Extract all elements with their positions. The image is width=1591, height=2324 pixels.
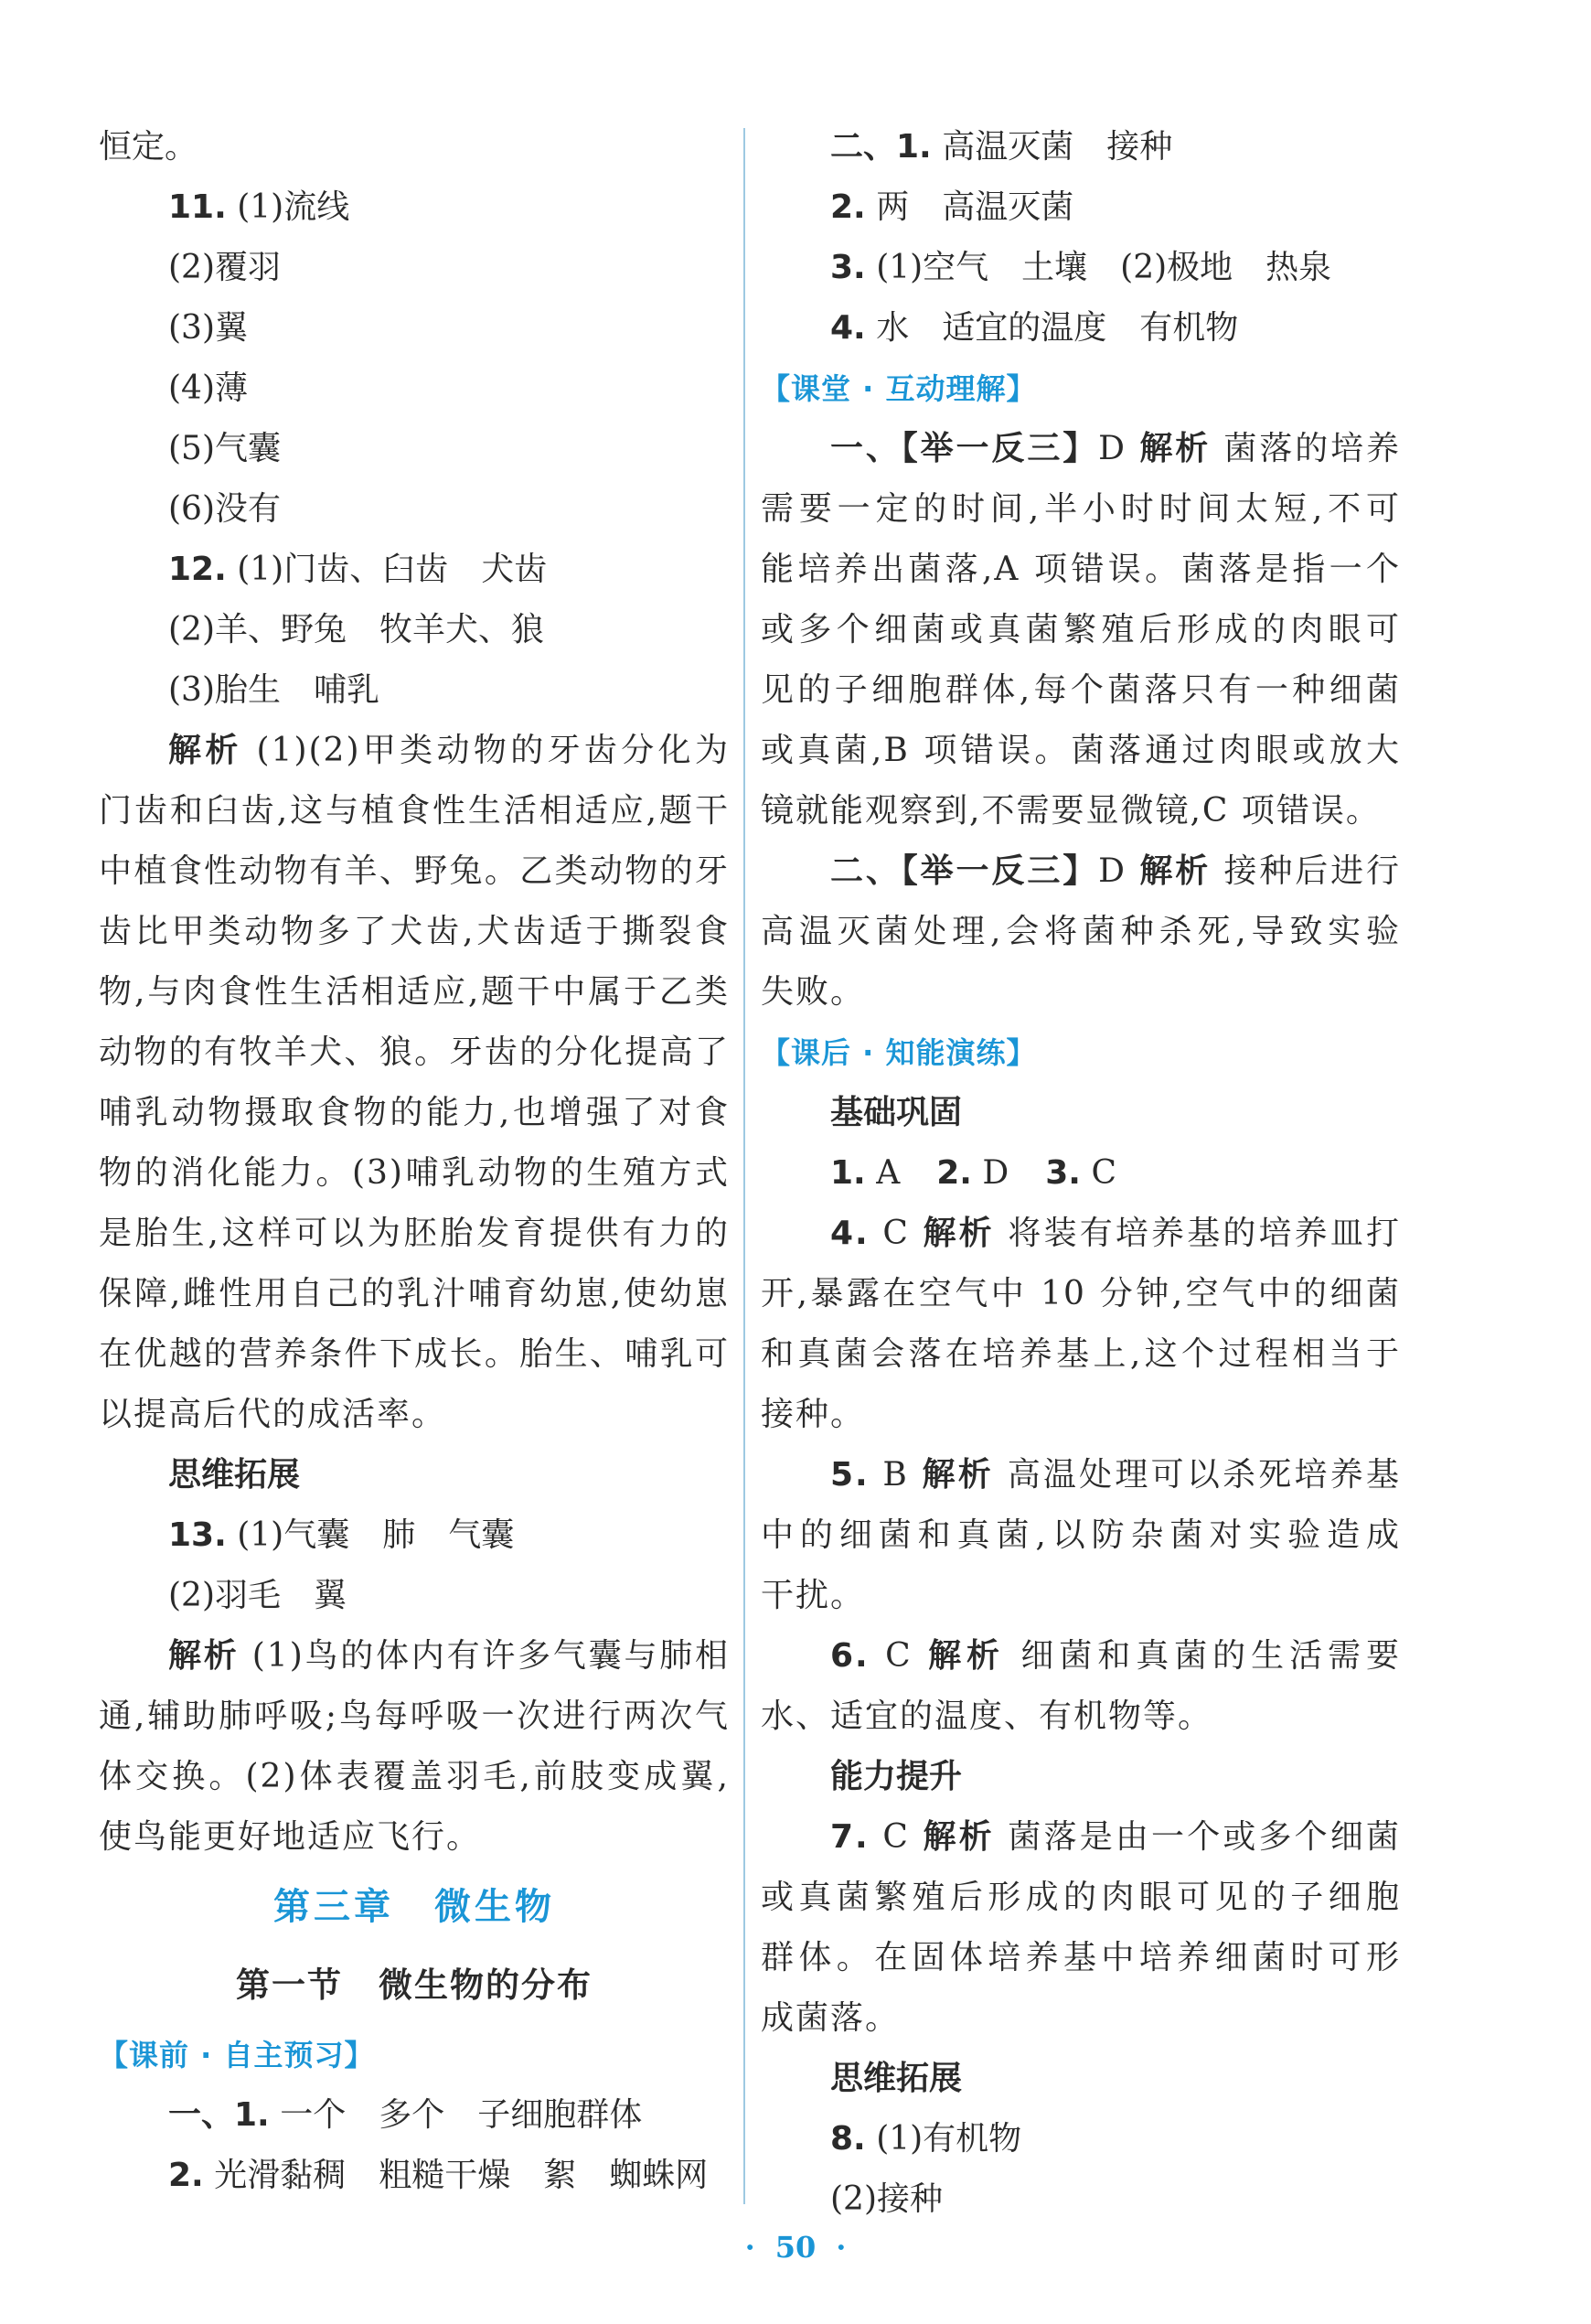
answer-line: (3)翼 xyxy=(168,309,248,347)
question-number: 8. xyxy=(830,2120,866,2158)
question-number: 5. xyxy=(830,1456,870,1494)
analysis-line: 中的细菌和真菌,以防杂菌对实验造成 xyxy=(761,1516,1401,1554)
page-footer xyxy=(0,2230,1591,2265)
answer-11 xyxy=(99,177,730,238)
answer-13 xyxy=(99,1505,730,1566)
question-number: 2. xyxy=(936,1154,972,1192)
analysis-label: 解析 xyxy=(923,1818,995,1856)
chapter-title: 第三章 微生物 xyxy=(273,1886,555,1928)
analysis-line: 门齿和臼齿,这与植食性生活相适应,题干 xyxy=(99,792,730,830)
question-number: 4. xyxy=(830,1215,870,1252)
analysis-line xyxy=(761,841,1401,902)
analysis-line: 物的消化能力。(3)哺乳动物的生殖方式 xyxy=(99,1154,730,1192)
answer-line: (5)气囊 xyxy=(168,430,281,467)
subheading-basic: 基础巩固 xyxy=(830,1094,963,1131)
analysis-label: 解析 xyxy=(922,1456,995,1494)
answer-line: (2)羽毛 翼 xyxy=(168,1577,347,1614)
question-number: 2. xyxy=(168,2157,204,2194)
analysis-label: 解析 xyxy=(1139,430,1212,467)
question-number: 11. xyxy=(168,188,227,226)
analysis-line xyxy=(761,1807,1401,1868)
analysis-line: 或真菌,B 项错误。菌落通过肉眼或放大 xyxy=(761,732,1401,769)
analysis-line: 需要一定的时间,半小时时间太短,不可 xyxy=(761,490,1401,528)
question-number: 2. xyxy=(830,188,866,226)
analysis-line: 在优越的营养条件下成长。胎生、哺乳可 xyxy=(99,1335,730,1373)
analysis-label: 解析 xyxy=(928,1637,1005,1675)
analysis-line: 或真菌繁殖后形成的肉眼可见的子细胞 xyxy=(761,1879,1401,1916)
left-column xyxy=(99,117,730,2206)
question-number: 13. xyxy=(168,1516,227,1554)
answer-choice: C xyxy=(1091,1154,1116,1192)
answer-choice: D xyxy=(1098,430,1127,467)
analysis-line: 以提高后代的成活率。 xyxy=(99,1396,447,1433)
question-number: 7. xyxy=(830,1818,870,1856)
question-number: 4. xyxy=(830,309,866,347)
footer-dot: · xyxy=(744,2230,755,2265)
section-tag-after-class: 【课后 · 知能演练】 xyxy=(761,1035,1037,1070)
analysis-line xyxy=(761,1204,1401,1264)
analysis-line: 使鸟能更好地适应飞行。 xyxy=(99,1818,482,1856)
question-number: 3. xyxy=(1045,1154,1081,1192)
analysis-line xyxy=(761,1445,1401,1505)
analysis-line: 能培养出菌落,A 项错误。菌落是指一个 xyxy=(761,551,1401,588)
analysis-line: 通,辅助肺呼吸;鸟每呼吸一次进行两次气 xyxy=(99,1697,730,1735)
answer-line: (4)薄 xyxy=(168,369,248,407)
answer-1-1 xyxy=(99,2085,730,2146)
question-number: 一、【举一反三】 xyxy=(830,430,1099,467)
answer-choice: B xyxy=(882,1456,909,1494)
answer-8 xyxy=(761,2109,1401,2169)
analysis-line: 保障,雌性用自己的乳汁哺育幼崽,使幼崽 xyxy=(99,1275,730,1312)
answer-line: (2)羊、野兔 牧羊犬、狼 xyxy=(168,611,544,648)
analysis-label: 解析 xyxy=(1139,852,1212,890)
analysis-line: 干扰。 xyxy=(761,1577,866,1614)
answer-text: (1)空气 土壤 (2)极地 热泉 xyxy=(876,249,1332,286)
analysis-text: 菌落的培养 xyxy=(1223,430,1401,467)
answer-choice: D xyxy=(1098,852,1127,890)
answer-text: 两 高温灭菌 xyxy=(876,188,1074,226)
analysis-line: 见的子细胞群体,每个菌落只有一种细菌 xyxy=(761,671,1401,709)
answer-text: (1)有机物 xyxy=(876,2120,1022,2158)
question-number: 1. xyxy=(830,1154,866,1192)
analysis-line: 和真菌会落在培养基上,这个过程相当于 xyxy=(761,1335,1401,1373)
analysis-line: 体交换。(2)体表覆盖羽毛,前肢变成翼, xyxy=(99,1758,730,1795)
text-line: 恒定。 xyxy=(99,128,198,166)
analysis-line: 物,与肉食性生活相适应,题干中属于乙类 xyxy=(99,973,730,1011)
analysis-text: 将装有培养基的培养皿打 xyxy=(1008,1215,1401,1252)
analysis-line: 动物的有牧羊犬、狼。牙齿的分化提高了 xyxy=(99,1033,730,1071)
right-column xyxy=(761,117,1401,2230)
analysis-text: 菌落是由一个或多个细菌 xyxy=(1008,1818,1401,1856)
answers-1-3 xyxy=(761,1143,1401,1204)
question-number: 二、【举一反三】 xyxy=(830,852,1099,890)
question-number: 3. xyxy=(830,249,866,286)
answer-2-4 xyxy=(761,298,1401,359)
subheading-thinking: 思维拓展 xyxy=(168,1456,301,1494)
subheading-ability: 能力提升 xyxy=(830,1758,963,1795)
analysis-line: 或多个细菌或真菌繁殖后形成的肉眼可 xyxy=(761,611,1401,648)
answer-text: 光滑黏稠 粗糙干燥 絮 蜘蛛网 xyxy=(214,2157,709,2194)
analysis-line: 高温灭菌处理,会将菌种杀死,导致实验 xyxy=(761,913,1401,950)
analysis-line: 哺乳动物摄取食物的能力,也增强了对食 xyxy=(99,1094,730,1131)
analysis-line xyxy=(761,1626,1401,1687)
answer-text: 一个 多个 子细胞群体 xyxy=(280,2096,643,2134)
answer-text: 水 适宜的温度 有机物 xyxy=(876,309,1239,347)
section-tag-classroom: 【课堂 · 互动理解】 xyxy=(761,371,1037,406)
answer-line: (6)没有 xyxy=(168,490,281,528)
answer-choice: C xyxy=(882,1818,910,1856)
subheading-thinking: 思维拓展 xyxy=(830,2060,963,2097)
question-number: 二、1. xyxy=(830,128,932,166)
analysis-line: 开,暴露在空气中 10 分钟,空气中的细菌 xyxy=(761,1275,1401,1312)
analysis-line: 群体。在固体培养基中培养细菌时可形 xyxy=(761,1939,1401,1976)
answer-text: (1)门齿、臼齿 犬齿 xyxy=(237,551,548,588)
answer-choice: C xyxy=(885,1637,913,1675)
analysis-line: 失败。 xyxy=(761,973,866,1011)
analysis-label: 解析 xyxy=(168,1637,240,1675)
answer-text: (1)气囊 肺 气囊 xyxy=(237,1516,515,1554)
analysis-text: 接种后进行 xyxy=(1223,852,1401,890)
answer-2-2 xyxy=(761,177,1401,238)
section-title: 第一节 微生物的分布 xyxy=(236,1965,593,2005)
analysis-text: (1)鸟的体内有许多气囊与肺相 xyxy=(251,1637,730,1675)
analysis-line xyxy=(99,1626,730,1687)
analysis-text: 高温处理可以杀死培养基 xyxy=(1007,1456,1401,1494)
answer-choice: D xyxy=(982,1154,1009,1192)
answer-2-3 xyxy=(761,238,1401,298)
question-number: 6. xyxy=(830,1637,870,1675)
analysis-label: 解析 xyxy=(923,1215,995,1252)
analysis-line: 接种。 xyxy=(761,1396,866,1433)
answer-choice: A xyxy=(876,1154,901,1192)
answer-text: (1)流线 xyxy=(237,188,350,226)
footer-dot: · xyxy=(836,2230,847,2265)
page-number: 50 xyxy=(774,2230,817,2265)
answer-2-1 xyxy=(761,117,1401,177)
question-number: 一、1. xyxy=(168,2096,270,2134)
analysis-line: 中植食性动物有羊、野兔。乙类动物的牙 xyxy=(99,852,730,890)
analysis-label: 解析 xyxy=(168,732,242,769)
analysis-line: 成菌落。 xyxy=(761,1999,901,2037)
answer-text: 高温灭菌 接种 xyxy=(942,128,1173,166)
answer-line: (2)接种 xyxy=(830,2180,943,2218)
answer-line: (2)覆羽 xyxy=(168,249,281,286)
analysis-line: 水、适宜的温度、有机物等。 xyxy=(761,1697,1213,1735)
section-tag-preview: 【课前 · 自主预习】 xyxy=(99,2038,375,2072)
question-number: 12. xyxy=(168,551,227,588)
answer-1-2 xyxy=(99,2146,730,2206)
column-divider xyxy=(743,128,745,2204)
answer-12 xyxy=(99,540,730,600)
analysis-text: 细菌和真菌的生活需要 xyxy=(1020,1637,1401,1675)
analysis-text: (1)(2)甲类动物的牙齿分化为 xyxy=(256,732,730,769)
analysis-line: 齿比甲类动物多了犬齿,犬齿适于撕裂食 xyxy=(99,913,730,950)
analysis-line: 是胎生,这样可以为胚胎发育提供有力的 xyxy=(99,1215,730,1252)
analysis-line: 镜就能观察到,不需要显微镜,C 项错误。 xyxy=(761,792,1381,830)
answer-choice: C xyxy=(882,1215,910,1252)
analysis-line xyxy=(761,419,1401,479)
analysis-line xyxy=(99,721,730,781)
answer-line: (3)胎生 哺乳 xyxy=(168,671,379,709)
